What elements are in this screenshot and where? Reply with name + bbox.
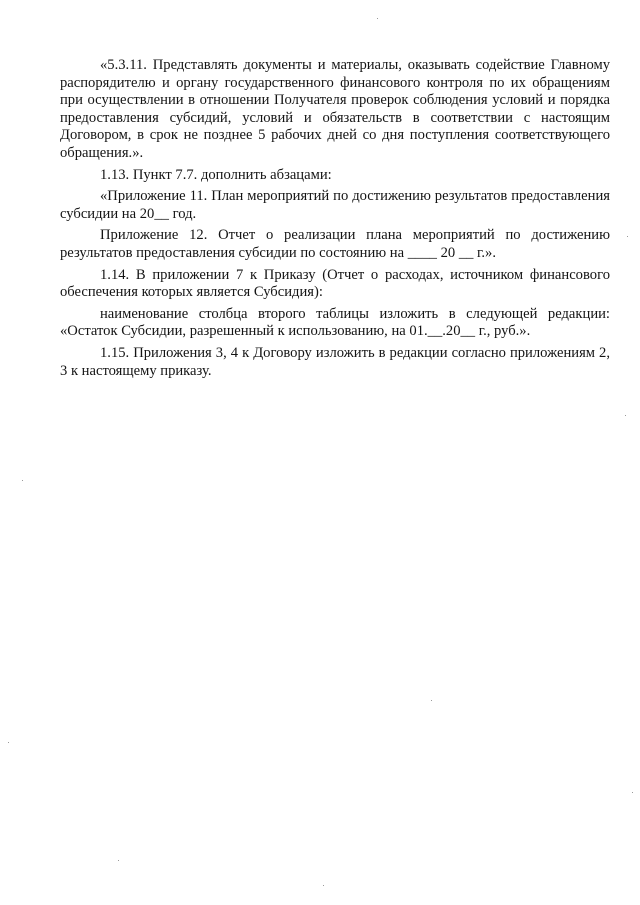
scan-speck xyxy=(323,885,324,886)
scan-speck xyxy=(431,700,432,701)
scan-speck xyxy=(625,415,626,416)
scan-speck xyxy=(377,18,378,19)
paragraph-appendix-11: «Приложение 11. План мероприятий по достижению результатов предоставления субсидии на 20__ год. xyxy=(60,188,610,222)
paragraph-1-14: 1.14. В приложении 7 к Приказу (Отчет о расходах, источником финансового обеспечения которых является Субсидия): xyxy=(60,266,610,301)
scan-speck xyxy=(8,742,9,743)
scan-speck xyxy=(632,792,633,793)
paragraph-1-13: 1.13. Пункт 7.7. дополнить абзацами: xyxy=(100,166,332,183)
paragraph-column-name: наименование столбца второго таблицы изложить в следующей редакции: «Остаток Субсидии, разрешенный к использованию, на 01.__.20__ г., руб.». xyxy=(60,305,610,340)
scan-speck xyxy=(22,480,23,481)
scan-speck xyxy=(627,236,628,237)
paragraph-5-3-11: «5.3.11. Представлять документы и материалы, оказывать содействие Главному распорядителю и органу государственного финансового контроля по их обращениям при осуществлении в отношении Получателя проверок соблюдения условий и порядка предоставления субсидий, условий и обязательств в соответствии с настоящим Договором, в срок не позднее 5 рабочих дней со дня поступления соответствующего обращения.». xyxy=(60,57,610,161)
paragraph-appendix-12: Приложение 12. Отчет о реализации плана мероприятий по достижению результатов предоставления субсидии по состоянию на ____ 20 __ г.». xyxy=(60,227,610,261)
paragraph-1-15: 1.15. Приложения 3, 4 к Договору изложить в редакции согласно приложениям 2, 3 к настоящему приказу. xyxy=(60,344,610,379)
document-body xyxy=(60,57,610,380)
scan-speck xyxy=(118,860,119,861)
